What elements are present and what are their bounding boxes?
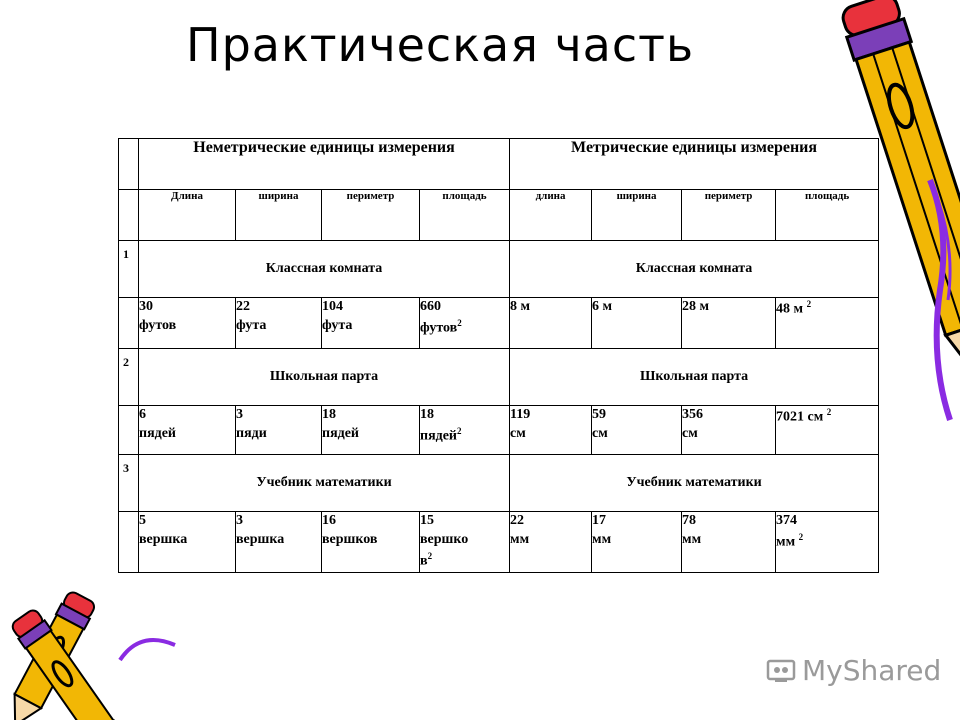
myshared-logo-icon	[766, 658, 796, 684]
section-label: Школьная парта	[139, 349, 510, 406]
value-cell: 15 вершко $в^2$	[420, 512, 510, 573]
column-header: площадь	[420, 190, 510, 241]
value-cell: 6 пядей	[139, 406, 236, 455]
value-cell: 660 футов$^2$	[420, 298, 510, 349]
value-cell: 356 см	[682, 406, 776, 455]
value-cell: 22 мм	[510, 512, 592, 573]
value-cell: 78 мм	[682, 512, 776, 573]
watermark-text: MyShared	[802, 654, 942, 687]
nonmetric-header: Неметрические единицы измерения	[139, 139, 510, 190]
column-header: площадь	[776, 190, 879, 241]
row-number: 1	[119, 241, 139, 298]
value-cell: 119 см	[510, 406, 592, 455]
section-label: Учебник математики	[510, 455, 879, 512]
page-title: Практическая часть	[186, 18, 695, 72]
watermark	[766, 654, 941, 687]
value-cell: 59 см	[592, 406, 682, 455]
empty-cell	[119, 139, 139, 190]
table-row	[119, 406, 879, 455]
empty-cell	[119, 406, 139, 455]
row-number: 3	[119, 455, 139, 512]
section-row	[119, 349, 879, 406]
value-cell: 3 пяди	[236, 406, 322, 455]
value-cell: 6 м	[592, 298, 682, 349]
section-label: Учебник математики	[139, 455, 510, 512]
section-label: Классная комната	[139, 241, 510, 298]
table-row	[119, 298, 879, 349]
value-cell: 5 вершка	[139, 512, 236, 573]
column-header: ширина	[236, 190, 322, 241]
value-cell: 18 пядей	[322, 406, 420, 455]
pencils-bottom-left-icon	[0, 570, 190, 720]
section-row	[119, 455, 879, 512]
value-cell: 3 вершка	[236, 512, 322, 573]
value-cell: 104 фута	[322, 298, 420, 349]
value-cell: 17 мм	[592, 512, 682, 573]
section-label: Школьная парта	[510, 349, 879, 406]
units-table	[118, 138, 879, 573]
value-cell: 7021 см $^2$	[776, 406, 879, 455]
column-header-row	[119, 190, 879, 241]
section-row	[119, 241, 879, 298]
column-header: ширина	[592, 190, 682, 241]
value-cell: 28 м	[682, 298, 776, 349]
row-number: 2	[119, 349, 139, 406]
value-cell: 16 вершков	[322, 512, 420, 573]
table-row	[119, 512, 879, 573]
column-header: длина	[510, 190, 592, 241]
column-header: периметр	[322, 190, 420, 241]
group-header-row	[119, 139, 879, 190]
empty-cell	[119, 512, 139, 573]
column-header: Длина	[139, 190, 236, 241]
column-header: периметр	[682, 190, 776, 241]
value-cell: 18 пядей$^2$	[420, 406, 510, 455]
empty-cell	[119, 190, 139, 241]
value-cell: 30 футов	[139, 298, 236, 349]
value-cell: 374 мм $^2$	[776, 512, 879, 573]
value-cell: 48 м $^2$	[776, 298, 879, 349]
metric-header: Метрические единицы измерения	[510, 139, 879, 190]
section-label: Классная комната	[510, 241, 879, 298]
empty-cell	[119, 298, 139, 349]
value-cell: 8 м	[510, 298, 592, 349]
value-cell: 22 фута	[236, 298, 322, 349]
